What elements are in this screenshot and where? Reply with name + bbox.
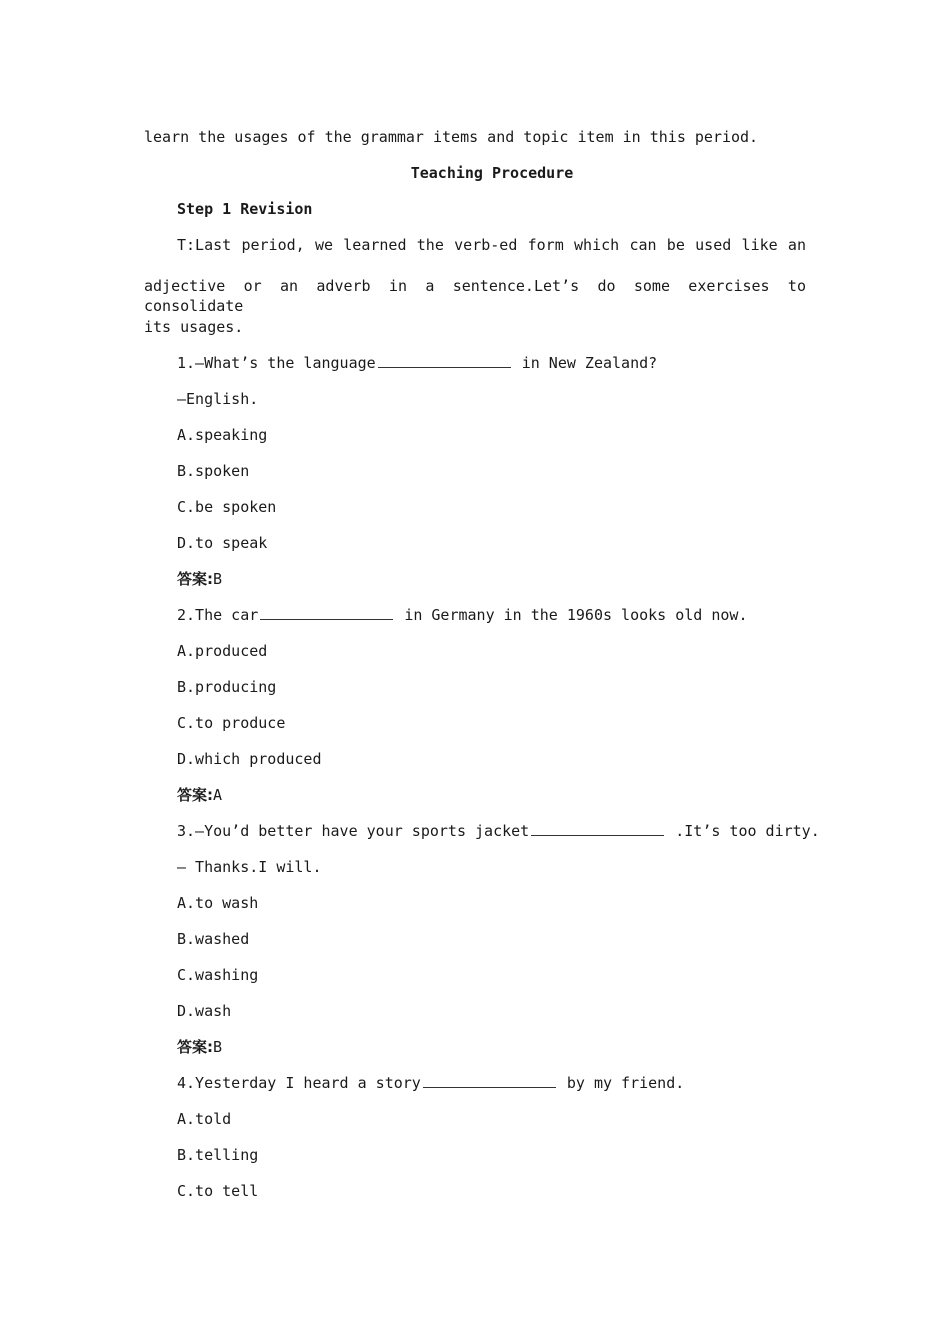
question-2-answer-value: A xyxy=(213,786,223,804)
question-4-option-a: A.told xyxy=(177,1110,232,1128)
question-3-answer-value: B xyxy=(213,1038,223,1056)
teacher-line-1: T:Last period, we learned the verb-ed form which can be used like an xyxy=(177,236,806,254)
question-3-reply: — Thanks.I will. xyxy=(177,858,322,876)
question-2 xyxy=(177,605,747,625)
question-2-option-d: D.which produced xyxy=(177,750,322,768)
question-1-option-a: A.speaking xyxy=(177,426,268,444)
answer-label: 答案: xyxy=(177,1038,213,1056)
question-3-option-c: C.washing xyxy=(177,966,259,984)
question-3-stem-end: .It’s too dirty. xyxy=(675,822,820,840)
question-3-option-a: A.to wash xyxy=(177,894,259,912)
question-3 xyxy=(177,821,820,841)
question-2-stem-end: in Germany in the 1960s looks old now. xyxy=(404,606,748,624)
question-2-stem-start: 2.The car xyxy=(177,606,259,624)
question-4-stem-start: 4.Yesterday I heard a story xyxy=(177,1074,421,1092)
question-1 xyxy=(177,353,657,373)
question-2-blank xyxy=(260,605,393,620)
question-3-blank xyxy=(531,821,664,836)
question-2-option-a: A.produced xyxy=(177,642,268,660)
question-4-option-c: C.to tell xyxy=(177,1182,259,1200)
question-1-reply: —English. xyxy=(177,390,259,408)
question-1-option-b: B.spoken xyxy=(177,462,250,480)
teacher-line-3: its usages. xyxy=(144,318,244,336)
question-4 xyxy=(177,1073,684,1093)
answer-label: 答案: xyxy=(177,570,213,588)
question-1-stem-start: 1.—What’s the language xyxy=(177,354,376,372)
question-2-answer xyxy=(177,785,222,805)
question-3-stem-start: 3.—You’d better have your sports jacket xyxy=(177,822,530,840)
question-4-stem-end: by my friend. xyxy=(566,1074,685,1092)
question-1-answer-value: B xyxy=(213,570,223,588)
question-2-option-b: B.producing xyxy=(177,678,277,696)
step-heading: Step 1 Revision xyxy=(177,200,313,218)
question-1-option-d: D.to speak xyxy=(177,534,268,552)
question-1-stem-end: in New Zealand? xyxy=(521,354,658,372)
question-2-option-c: C.to produce xyxy=(177,714,286,732)
question-4-blank xyxy=(423,1073,556,1088)
teacher-line-2: adjective or an adverb in a sentence.Let’s do some exercises to consolidate xyxy=(144,277,806,315)
question-3-option-d: D.wash xyxy=(177,1002,232,1020)
question-4-option-b: B.telling xyxy=(177,1146,259,1164)
question-1-answer xyxy=(177,569,222,589)
section-heading: Teaching Procedure xyxy=(410,164,574,182)
answer-label: 答案: xyxy=(177,786,213,804)
question-1-option-c: C.be spoken xyxy=(177,498,277,516)
intro-tail-text: learn the usages of the grammar items and topic item in this period. xyxy=(144,128,759,146)
question-3-answer xyxy=(177,1037,222,1057)
question-1-blank xyxy=(378,353,511,368)
question-3-option-b: B.washed xyxy=(177,930,250,948)
